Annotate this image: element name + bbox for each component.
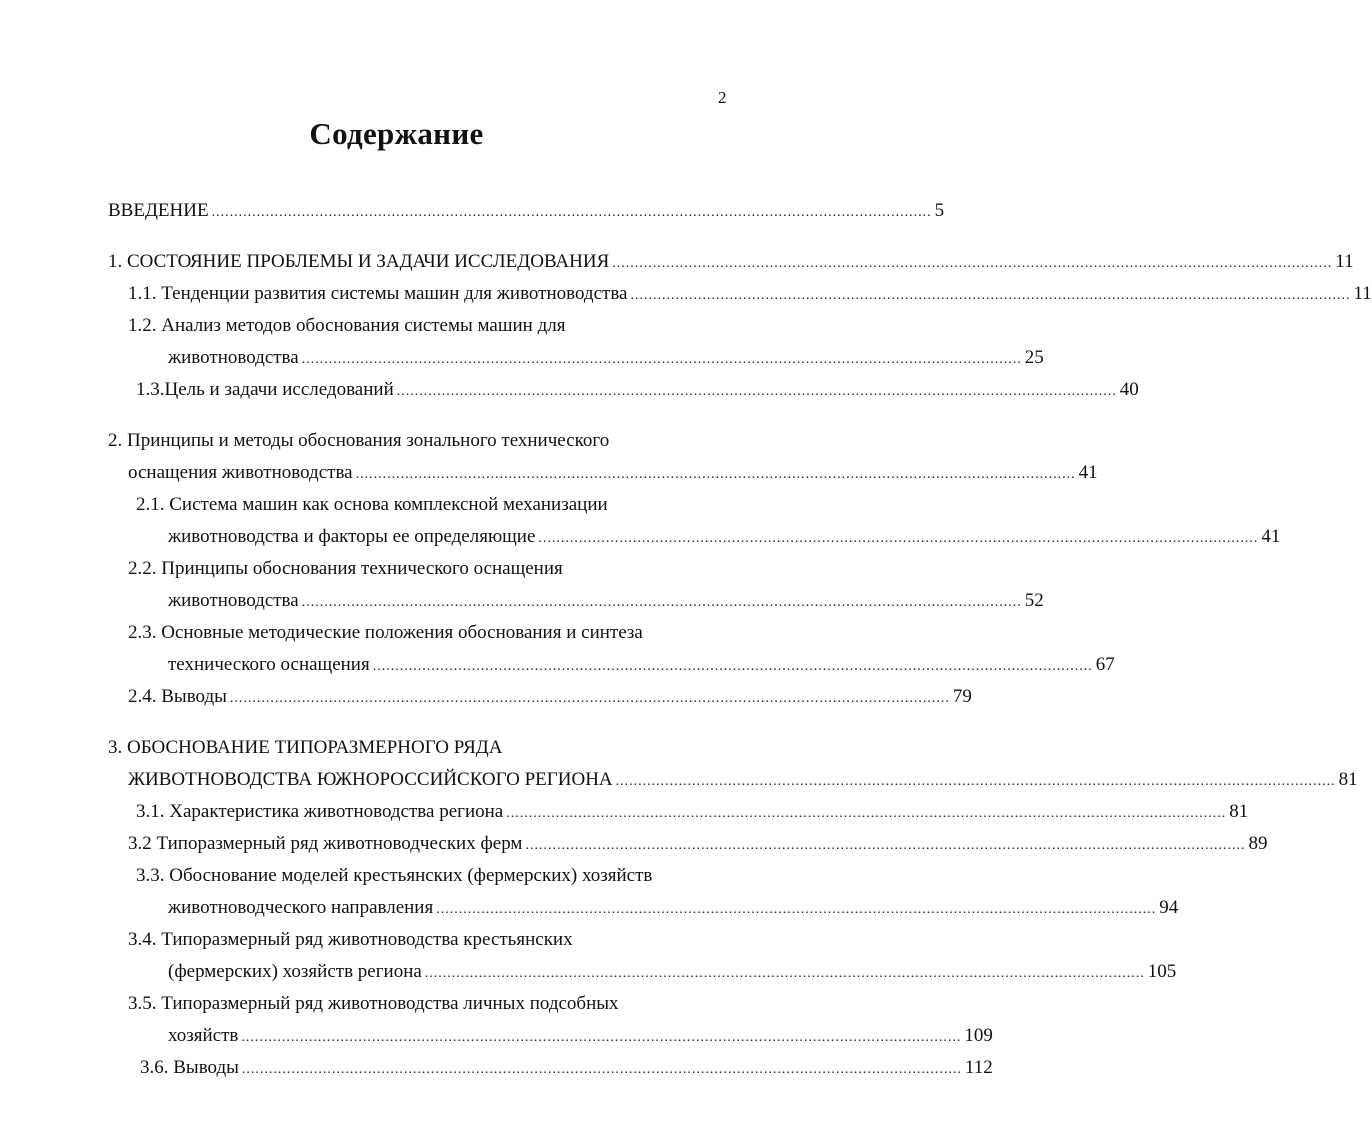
toc-page-number: 11 [1335,251,1354,272]
dot-leader: ................................................................................................................................................................ [211,205,932,220]
toc-entry-text: 2.4. Выводы [128,686,227,707]
toc-page-number: 41 [1078,462,1098,483]
toc-entry-chapter-1 [0,247,1354,277]
dot-leader: ................................................................................................................................................................ [615,774,1336,789]
toc-entry-intro [0,196,945,226]
toc-entry-1-2-line1 [0,311,793,341]
toc-entry-text: ЖИВОТНОВОДСТВА ЮЖНОРОССИЙСКОГО РЕГИОНА [128,769,613,790]
dot-leader: ................................................................................................................................................................ [506,806,1227,821]
dot-leader: ................................................................................................................................................................ [241,1030,962,1045]
toc-entry-2-3-line2 [0,650,1115,680]
dot-leader: ................................................................................................................................................................ [229,691,950,706]
toc-entry-3-5-line1 [0,989,793,1019]
toc-entry-text: ВВЕДЕНИЕ [108,200,209,221]
toc-entry-text: 3.5. Типоразмерный ряд животноводства личных подсобных [128,993,619,1014]
toc-page-number: 79 [952,686,972,707]
toc-entry-chapter-3-line1 [0,733,793,763]
toc-entry-text: хозяйств [168,1025,239,1046]
toc-page-number: 67 [1095,654,1115,675]
toc-page-number: 52 [1024,590,1044,611]
toc-entry-2-3-line1 [0,618,793,648]
dot-leader: ................................................................................................................................................................ [612,256,1333,271]
toc-entry-text: 3. ОБОСНОВАНИЕ ТИПОРАЗМЕРНОГО РЯДА [108,737,503,758]
toc-entry-text: животноводства и факторы ее определяющие [168,526,536,547]
toc-entry-3-1 [0,797,1249,827]
toc-page-number: 112 [964,1057,993,1078]
dot-leader: ................................................................................................................................................................ [525,838,1246,853]
dot-leader: ................................................................................................................................................................ [396,384,1117,399]
toc-entry-2-1-line1 [0,490,793,520]
toc-page-number: 11 [1353,283,1372,304]
toc-entry-text: 1. СОСТОЯНИЕ ПРОБЛЕМЫ И ЗАДАЧИ ИССЛЕДОВАНИЯ [108,251,610,272]
dot-leader: ................................................................................................................................................................ [355,467,1076,482]
toc-entry-text: технического оснащения [168,654,370,675]
toc-page-number: 25 [1024,347,1044,368]
toc-entry-1-1 [0,279,1372,309]
toc-page-number: 81 [1229,801,1249,822]
page-number: 2 [718,88,727,107]
dot-leader: ................................................................................................................................................................ [436,902,1157,917]
toc-entry-chapter-2-line1 [0,426,793,456]
toc-entry-text: 2. Принципы и методы обоснования зонального технического [108,430,610,451]
toc-entry-3-6 [0,1053,993,1083]
toc-page-number: 40 [1119,379,1139,400]
toc-page-number: 41 [1261,526,1281,547]
toc-entry-text: 2.3. Основные методические положения обоснования и синтеза [128,622,643,643]
toc-entry-text: 1.1. Тенденции развития системы машин для животноводства [128,283,628,304]
toc-entry-3-2 [0,829,1268,859]
toc-entry-1-2-line2 [0,343,1044,373]
toc-page-number: 105 [1147,961,1177,982]
dot-leader: ................................................................................................................................................................ [424,966,1145,981]
toc-entry-chapter-3-line2 [0,765,1358,795]
toc-entry-text: оснащения животноводства [128,462,353,483]
toc-page-number: 81 [1338,769,1358,790]
toc-entry-text: 1.3.Цель и задачи исследований [136,379,394,400]
toc-page-number: 109 [964,1025,993,1046]
toc-entry-text: 2.2. Принципы обоснования технического оснащения [128,558,563,579]
toc-entry-text: 2.1. Система машин как основа комплексной механизации [136,494,608,515]
toc-entry-2-4 [0,682,972,712]
toc-entry-2-1-line2 [0,522,1281,552]
toc-entry-3-3-line2 [0,893,1179,923]
dot-leader: ................................................................................................................................................................ [372,659,1093,674]
toc-entry-3-5-line2 [0,1021,993,1051]
dot-leader: ................................................................................................................................................................ [301,595,1022,610]
toc-entry-text: 3.3. Обоснование моделей крестьянских (фермерских) хозяйств [136,865,653,886]
toc-page-number: 89 [1248,833,1268,854]
toc-entry-2-2-line1 [0,554,793,584]
toc-page-number: 94 [1159,897,1179,918]
toc-entry-text: 3.1. Характеристика животноводства региона [136,801,504,822]
dot-leader: ................................................................................................................................................................ [630,288,1351,303]
toc-page-number: 5 [934,200,945,221]
toc-entry-text: 3.2 Типоразмерный ряд животноводческих ферм [128,833,523,854]
toc-entry-chapter-2-line2 [0,458,1098,488]
dot-leader: ................................................................................................................................................................ [241,1062,962,1077]
page-title: Содержание [309,116,484,151]
toc-entry-text: животноводства [168,347,299,368]
toc-entry-1-3 [0,375,1139,405]
toc-entry-text: животноводческого направления [168,897,434,918]
toc-entry-text: 1.2. Анализ методов обоснования системы машин для [128,315,566,336]
toc-entry-text: животноводства [168,590,299,611]
toc-entry-text: 3.4. Типоразмерный ряд животноводства крестьянских [128,929,573,950]
toc-entry-3-4-line2 [0,957,1177,987]
dot-leader: ................................................................................................................................................................ [538,531,1259,546]
toc-entry-text: 3.6. Выводы [140,1057,239,1078]
toc-entry-2-2-line2 [0,586,1044,616]
toc-entry-3-3-line1 [0,861,793,891]
toc-entry-3-4-line1 [0,925,793,955]
toc-entry-text: (фермерских) хозяйств региона [168,961,422,982]
dot-leader: ................................................................................................................................................................ [301,352,1022,367]
